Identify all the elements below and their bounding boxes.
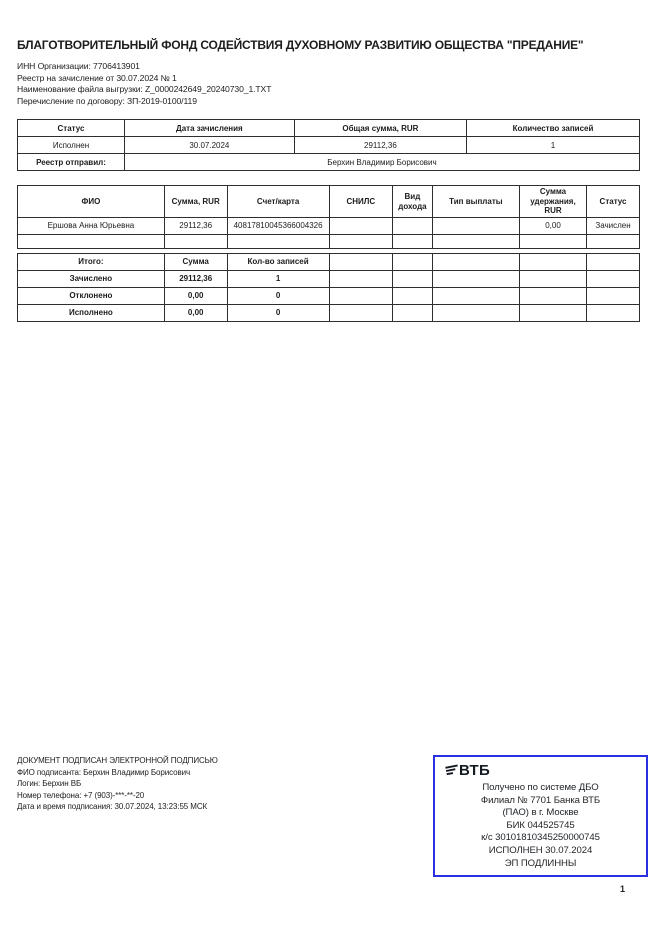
cell-empty [329, 287, 392, 304]
cell-empty [519, 253, 586, 270]
cell-empty [432, 287, 519, 304]
cell-empty [18, 234, 165, 248]
cell-empty [164, 234, 227, 248]
totals-credited-row [18, 270, 640, 287]
cell-snils [329, 217, 392, 234]
bank-stamp [433, 755, 648, 877]
summary-header-status: Статус [18, 120, 125, 137]
cell-empty [432, 253, 519, 270]
totals-header-row [18, 253, 640, 270]
info-contract: Перечисление по договору: ЗП-2019-0100/119 [17, 95, 197, 106]
executed-count: 0 [227, 304, 329, 321]
summary-sender-row [18, 154, 640, 171]
signature-line-title: ДОКУМЕНТ ПОДПИСАН ЭЛЕКТРОННОЙ ПОДПИСЬЮ [17, 756, 218, 765]
cell-empty [519, 287, 586, 304]
executed-sum: 0,00 [164, 304, 227, 321]
document-info [17, 61, 640, 107]
totals-count-label: Кол-во записей [227, 253, 329, 270]
stamp-line-authentic: ЭП ПОДЛИННЫ [504, 857, 577, 869]
page-number: 1 [620, 884, 626, 894]
summary-sender-value: Берхин Владимир Борисович [124, 154, 639, 171]
cell-empty [329, 253, 392, 270]
cell-withhold: 0,00 [519, 217, 586, 234]
details-header-account: Счет/карта [227, 186, 329, 218]
cell-empty [587, 270, 640, 287]
credited-label: Зачислено [18, 270, 165, 287]
vtb-logo-text: ВТБ [459, 762, 491, 779]
stamp-line-received: Получено по системе ДБО [482, 782, 599, 793]
summary-header-row [18, 120, 640, 137]
details-header-row [18, 186, 640, 218]
cell-income-type [393, 217, 433, 234]
cell-status: Зачислен [587, 217, 640, 234]
cell-empty [393, 270, 433, 287]
cell-empty [519, 234, 586, 248]
totals-label: Итого: [18, 253, 165, 270]
cell-empty [519, 304, 586, 321]
signature-line-fio: ФИО подписанта: Берхин Владимир Борисович [17, 767, 191, 777]
cell-empty [329, 234, 392, 248]
executed-label: Исполнено [18, 304, 165, 321]
cell-empty [432, 304, 519, 321]
credited-sum: 29112,36 [164, 270, 227, 287]
summary-total: 29112,36 [294, 137, 466, 154]
details-header-payout-type: Тип выплаты [432, 186, 519, 218]
vtb-logo [445, 763, 640, 778]
cell-empty [393, 253, 433, 270]
details-header-snils: СНИЛС [329, 186, 392, 218]
cell-empty [227, 234, 329, 248]
stamp-line-executed: ИСПОЛНЕН 30.07.2024 [488, 844, 593, 856]
cell-empty [393, 304, 433, 321]
totals-executed-row [18, 304, 640, 321]
summary-header-count: Количество записей [467, 120, 640, 137]
details-header-status: Статус [587, 186, 640, 218]
stamp-line-city: (ПАО) в г. Москве [502, 807, 579, 819]
cell-fio: Ершова Анна Юрьевна [18, 217, 165, 234]
table-row [18, 217, 640, 234]
stamp-text [441, 782, 640, 870]
cell-empty [329, 270, 392, 287]
cell-empty [432, 270, 519, 287]
rejected-sum: 0,00 [164, 287, 227, 304]
cell-empty [587, 304, 640, 321]
summary-sender-label: Реестр отправил: [18, 154, 125, 171]
totals-sum-label: Сумма [164, 253, 227, 270]
cell-empty [587, 287, 640, 304]
info-inn: ИНН Организации: 7706413901 [17, 61, 140, 71]
totals-table [17, 253, 640, 322]
signature-block [17, 755, 218, 813]
info-filename: Наименование файла выгрузки: Z_0000242649_20240730_1.TXT [17, 84, 272, 95]
details-table [17, 185, 640, 249]
cell-empty [432, 234, 519, 248]
summary-value-row [18, 137, 640, 154]
vtb-stripes-icon [445, 764, 459, 776]
stamp-line-bik: БИК 044525745 [506, 819, 575, 831]
cell-sum: 29112,36 [164, 217, 227, 234]
cell-empty [393, 234, 433, 248]
summary-status: Исполнен [18, 137, 125, 154]
rejected-label: Отклонено [18, 287, 165, 304]
document-content [0, 0, 660, 322]
cell-empty [587, 253, 640, 270]
rejected-count: 0 [227, 287, 329, 304]
details-header-sum: Сумма, RUR [164, 186, 227, 218]
credited-count: 1 [227, 270, 329, 287]
cell-account: 40817810045366004326 [227, 217, 329, 234]
signature-line-datetime: Дата и время подписания: 30.07.2024, 13:23:55 МСК [17, 802, 208, 812]
details-header-fio: ФИО [18, 186, 165, 218]
summary-table [17, 119, 640, 171]
cell-empty [329, 304, 392, 321]
summary-header-total: Общая сумма, RUR [294, 120, 466, 137]
signature-line-phone: Номер телефона: +7 (903)-***-**-20 [17, 790, 145, 800]
stamp-line-corr-account: к/с 30101810345250000745 [481, 832, 600, 844]
cell-empty [393, 287, 433, 304]
table-row-empty [18, 234, 640, 248]
summary-count: 1 [467, 137, 640, 154]
stamp-line-branch: Филиал № 7701 Банка ВТБ [480, 794, 601, 806]
totals-rejected-row [18, 287, 640, 304]
info-registry: Реестр на зачисление от 30.07.2024 № 1 [17, 72, 177, 83]
page-title: БЛАГОТВОРИТЕЛЬНЫЙ ФОНД СОДЕЙСТВИЯ ДУХОВНОМУ РАЗВИТИЮ ОБЩЕСТВА "ПРЕДАНИЕ" [17, 38, 584, 52]
cell-payout-type [432, 217, 519, 234]
summary-date: 30.07.2024 [124, 137, 294, 154]
cell-empty [587, 234, 640, 248]
summary-header-date: Дата зачисления [124, 120, 294, 137]
details-header-withhold: Сумма удержания, RUR [519, 186, 586, 218]
details-header-income-type: Вид дохода [393, 186, 433, 218]
signature-line-login: Логин: Берхин ВБ [17, 779, 82, 789]
cell-empty [519, 270, 586, 287]
